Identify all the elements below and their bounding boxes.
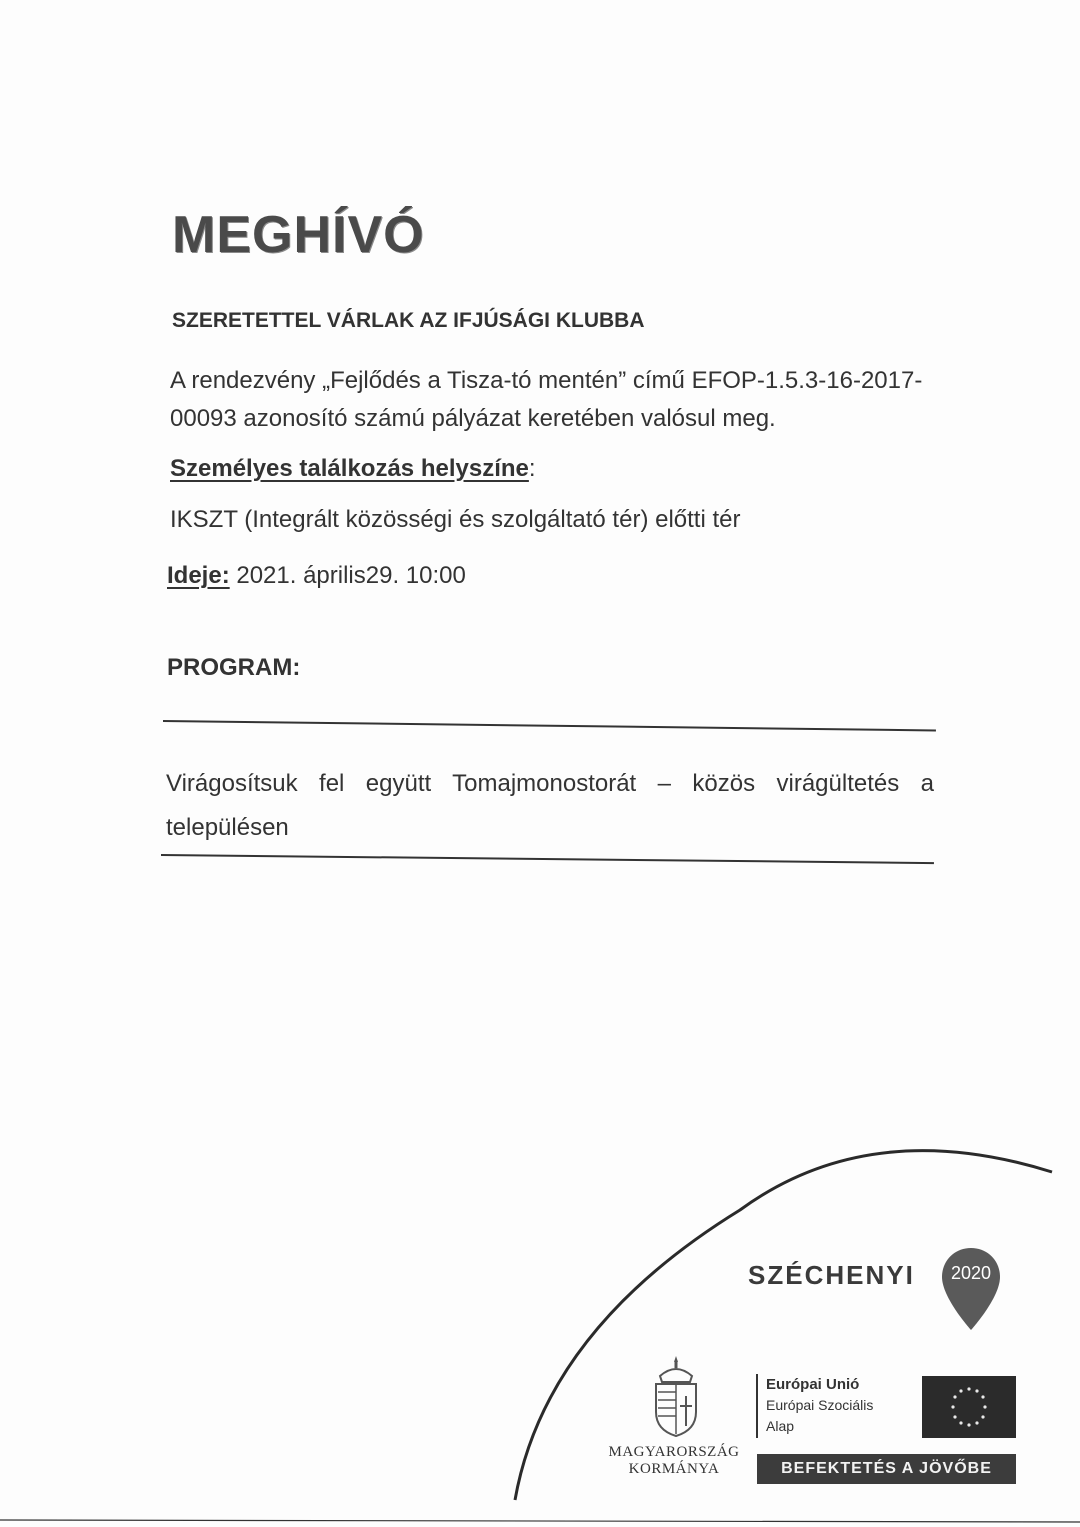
szechenyi-logo-text: SZÉCHENYI — [748, 1260, 915, 1290]
gov-line-1: MAGYARORSZÁG — [608, 1444, 740, 1460]
program-label: PROGRAM: — [167, 654, 301, 681]
venue-label-colon: : — [528, 455, 536, 482]
eu-subtitle-1: Európai Szociális — [766, 1397, 874, 1413]
szechenyi-pin-icon — [940, 1246, 1002, 1332]
eu-title: Európai Unió — [766, 1376, 860, 1393]
eu-stars-icon — [922, 1376, 1016, 1438]
szechenyi-year: 2020 — [950, 1263, 992, 1283]
gov-line-2: KORMÁNYA — [628, 1461, 720, 1477]
time-value: 2021. április29. 10:00 — [229, 562, 466, 589]
eu-flag-icon — [922, 1376, 1016, 1438]
program-text: Virágosítsuk fel együtt Tomajmonostorát – közös virágültetés a településen — [166, 770, 934, 841]
venue-label-text: Személyes találkozás helyszíne — [170, 455, 529, 482]
eu-subtitle-2: Alap — [766, 1418, 795, 1434]
eu-divider — [756, 1374, 758, 1438]
venue-text: IKSZT (Integrált közösségi és szolgáltató tér) előtti tér — [170, 506, 741, 533]
subtitle: SZERETETTEL VÁRLAK AZ IFJÚSÁGI KLUBBA — [172, 309, 645, 332]
page-title: MEGHÍVÓ — [172, 206, 425, 264]
intro-paragraph: A rendezvény „Fejlődés a Tisza-tó mentén” című EFOP-1.5.3-16-2017-00093 azonosító számú pályázat keretében valósul meg. — [170, 367, 923, 432]
invest-banner: BEFEKTETÉS A JÖVŐBE — [757, 1454, 1016, 1484]
government-logo-text — [604, 1444, 744, 1478]
time-label: Ideje: — [167, 562, 230, 589]
hungarian-crest-icon — [648, 1354, 704, 1438]
